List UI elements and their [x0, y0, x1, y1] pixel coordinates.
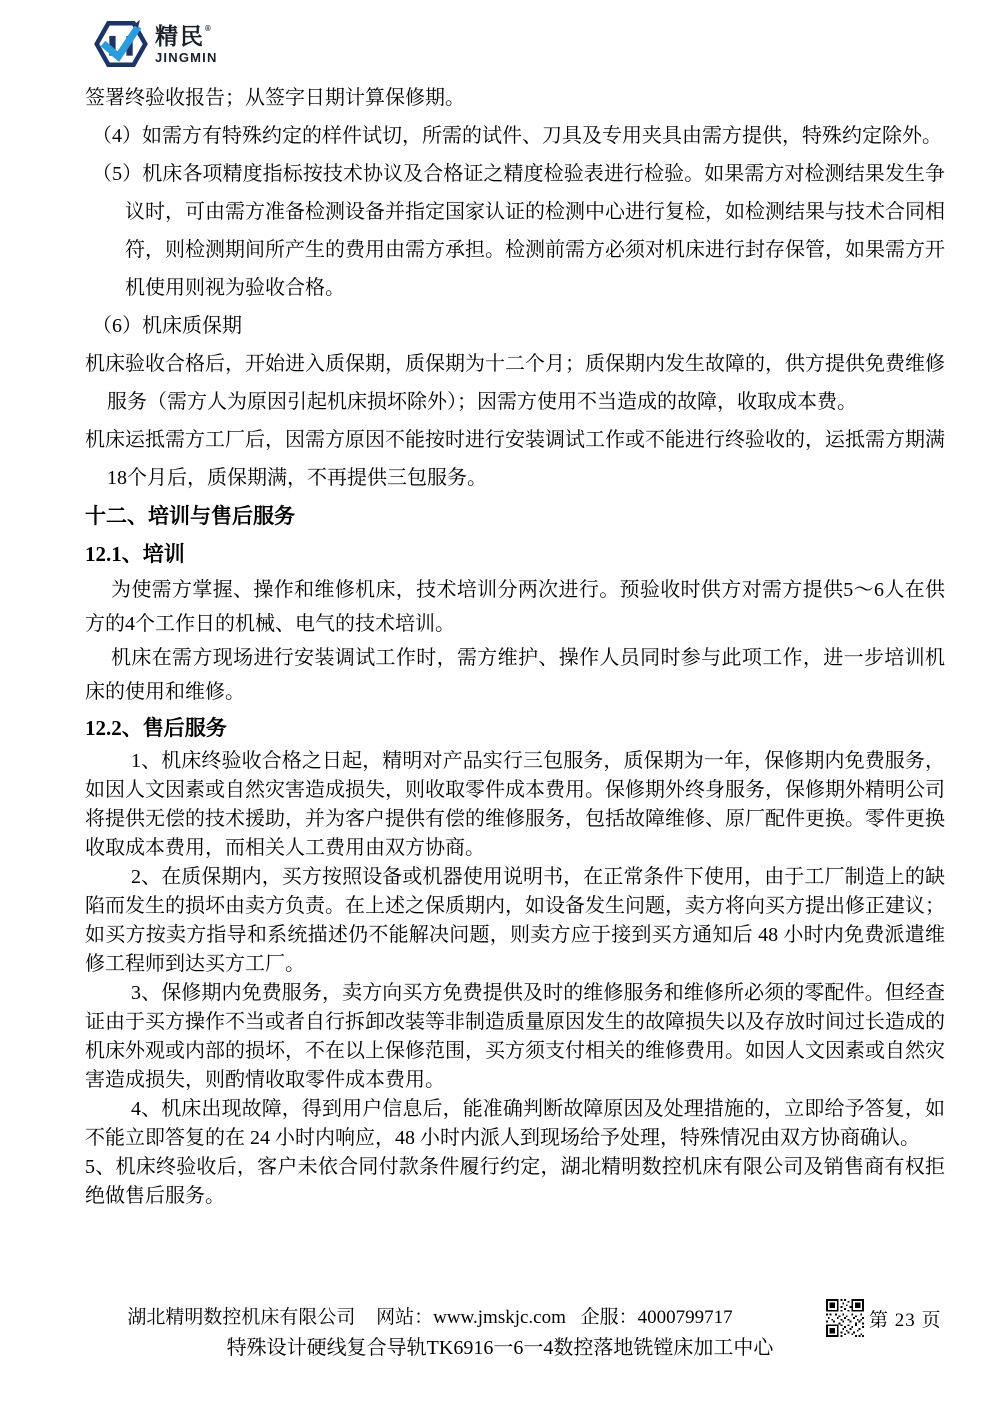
- registered-mark: ®: [205, 23, 213, 33]
- footer-line-1: [0, 1302, 860, 1329]
- logo-en-text: JINGMIN: [155, 49, 218, 65]
- service-clause-2: 2、在质保期内，买方按照设备或机器使用说明书，在正常条件下使用，由于工厂制造上的缺陷而发生的损坏由卖方负责。在上述之保质期内，如设备发生问题，卖方将向买方提出修正建议；如买方按卖方指导和系统描述仍不能解决问题，则卖方应于接到买方通知后 48 小时内免费派遣维修工程师到达买方工厂。: [85, 866, 945, 975]
- jingmin-logo: [94, 16, 218, 72]
- footer-website: 网站：www.jmskjc.com: [376, 1307, 566, 1328]
- paragraph-warranty-1: 机床验收合格后，开始进入质保期，质保期为十二个月；质保期内发生故障的，供方提供免费维修服务（需方人为原因引起机床损坏除外）；因需方使用不当造成的故障，收取成本费。: [85, 353, 945, 413]
- heading-section-12-2: 12.2、售后服务: [85, 716, 227, 740]
- paragraph-warranty-2: 机床运抵需方工厂后，因需方原因不能按时进行安装调试工作或不能进行终验收的，运抵需方期满18个月后，质保期满，不再提供三包服务。: [85, 429, 945, 489]
- page-number: 第 23 页: [869, 1310, 942, 1331]
- document-body: [85, 79, 945, 1211]
- paragraph-training-1: 为使需方掌握、操作和维修机床，技术培训分两次进行。预验收时供方对需方提供5～6人在供方的4个工作日的机械、电气的技术培训。: [85, 579, 945, 635]
- service-clause-3: 3、保修期内免费服务，卖方向买方免费提供及时的维修服务和维修所必须的零配件。但经查证由于买方操作不当或者自行拆卸改装等非制造质量原因发生的故障损失以及存放时间过长造成的机床外观或内部的损坏，不在以上保修范围，买方须支付相关的维修费用。如因人文因素或自然灾害造成损失，则酌情收取零件成本费用。: [85, 982, 945, 1091]
- footer-service-phone: 企服：4000799717: [580, 1307, 733, 1328]
- logo-cn-text: 精民®: [155, 22, 213, 49]
- clause-item-4: （4）如需方有特殊约定的样件试切，所需的试件、刀具及专用夹具由需方提供，特殊约定除外。: [92, 125, 942, 147]
- footer-product-line: 特殊设计硬线复合导轨TK6916一6一4数控落地铣镗床加工中心: [226, 1337, 774, 1359]
- heading-section-12-1: 12.1、培训: [85, 542, 185, 566]
- logo-text: [155, 22, 218, 65]
- paragraph-training-2: 机床在需方现场进行安装调试工作时，需方维护、操作人员同时参与此项工作，进一步培训机床的使用和维修。: [85, 647, 945, 703]
- jingmin-logo-icon: [94, 16, 148, 72]
- clause-item-5: （5）机床各项精度指标按技术协议及合格证之精度检验表进行检验。如果需方对检测结果发生争议时，可由需方准备检测设备并指定国家认证的检测中心进行复检，如检测结果与技术合同相符，则检测期间所产生的费用由需方承担。检测前需方必须对机床进行封存保管，如果需方开机使用则视为验收合格。: [92, 163, 945, 299]
- footer-company-name: 湖北精明数控机床有限公司: [127, 1307, 356, 1328]
- service-clause-1: 1、机床终验收合格之日起，精明对产品实行三包服务，质保期为一年，保修期内免费服务，如因人文因素或自然灾害造成损失，则收取零件成本费用。保修期外终身服务，保修期外精明公司将提供无偿的技术援助，并为客户提供有偿的维修服务，包括故障维修、原厂配件更换。零件更换收取成本费用，而相关人工费用由双方协商。: [85, 750, 945, 859]
- clause-item-6: （6）机床质保期: [92, 315, 242, 337]
- service-clause-5: 5、机床终验收后，客户未依合同付款条件履行约定，湖北精明数控机床有限公司及销售商有权拒绝做售后服务。: [85, 1156, 945, 1207]
- service-clause-4: 4、机床出现故障，得到用户信息后，能准确判断故障原因及处理措施的，立即给予答复，如不能立即答复的在 24 小时内响应，48 小时内派人到现场给予处理，特殊情况由双方协商确认。: [85, 1098, 945, 1149]
- heading-section-12: 十二、培训与售后服务: [85, 504, 295, 528]
- paragraph-sign-report: 签署终验收报告；从签字日期计算保修期。: [85, 87, 465, 109]
